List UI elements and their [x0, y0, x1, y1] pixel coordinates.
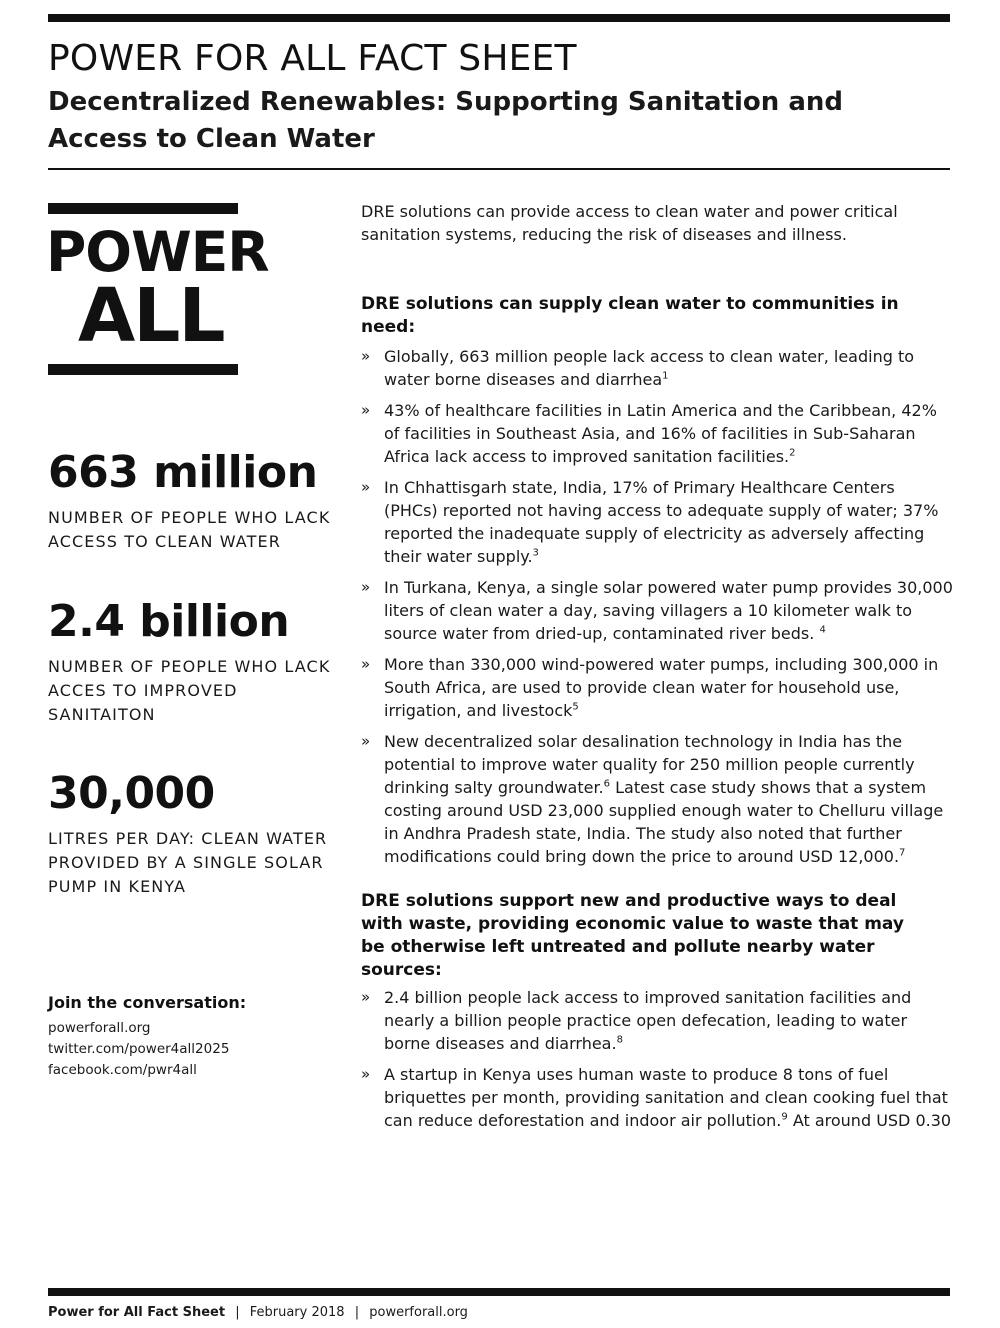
stat-description: LITRES PER DAY: CLEAN WATER PROVIDED BY A SINGLE SOLAR PUMP IN KENYA [48, 829, 328, 896]
chevron-bullet-icon: » [361, 347, 371, 365]
chevron-bullet-icon: » [361, 578, 371, 596]
social-links [48, 992, 328, 1081]
stat-value: 2.4 billion [48, 596, 290, 647]
sheet-title: POWER FOR ALL FACT SHEET [48, 38, 577, 79]
section-heading-waste: DRE solutions support new and productive ways to deal with waste, providing economic value to waste that may be otherwise left untreated and pollute nearby water sources: [361, 891, 904, 980]
section-heading-clean-water: DRE solutions can supply clean water to communities in need: [361, 294, 899, 337]
stat-solar-pump [48, 769, 348, 899]
intro-paragraph: DRE solutions can provide access to clean water and power critical sanitation systems, reducing the risk of diseases and illness. [361, 202, 898, 244]
list-item: » A startup in Kenya uses human waste to produce 8 tons of fuel briquettes per month, providing sanitation and clean cooking fuel that can reduce deforestation and indoor air pollution.$^9$ At around USD 0.30 [361, 1065, 952, 1130]
social-heading: Join the conversation: [48, 993, 247, 1012]
footer [48, 1305, 468, 1320]
footer-separator: | [354, 1305, 360, 1320]
header-rule [48, 168, 950, 170]
stat-value: 30,000 [48, 768, 215, 819]
stat-description: NUMBER OF PEOPLE WHO LACK ACCES TO IMPROVED SANITAITON [48, 657, 331, 724]
chevron-bullet-icon: » [361, 478, 371, 496]
list-item: » New decentralized solar desalination technology in India has the potential to improve water quality for 250 million people currently drinking salty groundwater.$^6$ Latest case study shows that a system costing around USD 23,000 supplied enough water to Chelluru village in Andhra Pradesh state, India. The study also noted that further modifications could bring down the price to around USD 12,000.$^7$ [361, 732, 944, 866]
footer-title: Power for All Fact Sheet [48, 1305, 226, 1320]
stat-clean-water [48, 448, 348, 554]
chevron-bullet-icon: » [361, 988, 371, 1006]
twitter-link[interactable]: twitter.com/power4all2025 [48, 1041, 230, 1057]
list-item: » Globally, 663 million people lack access to clean water, leading to water borne diseases and diarrhea$^1$ [361, 347, 915, 389]
website-link[interactable]: powerforall.org [48, 1020, 151, 1036]
clean-water-bullets [361, 345, 953, 868]
list-item: » 43% of healthcare facilities in Latin America and the Caribbean, 42% of facilities in Southeast Asia, and 16% of facilities in Sub-Saharan Africa lack access to improved sanitation facilities.$^2$ [361, 401, 937, 466]
logo-bottom-bar [48, 364, 238, 375]
chevron-bullet-icon: » [361, 401, 371, 419]
waste-bullets [361, 986, 953, 1132]
footer-date: February 2018 [249, 1305, 345, 1320]
stat-sanitation [48, 597, 348, 727]
main-content [361, 200, 953, 1140]
footer-rule [48, 1288, 950, 1296]
top-rule [48, 14, 950, 22]
logo-top-bar [48, 203, 238, 214]
chevron-bullet-icon: » [361, 732, 371, 750]
logo-power-text: POWER [46, 220, 269, 284]
list-item: » 2.4 billion people lack access to improved sanitation facilities and nearly a billion people practice open defecation, leading to water borne diseases and diarrhea.$^8$ [361, 988, 912, 1053]
facebook-link[interactable]: facebook.com/pwr4all [48, 1062, 197, 1078]
footer-separator: | [235, 1305, 240, 1320]
list-item: » In Chhattisgarh state, India, 17% of Primary Healthcare Centers (PHCs) reported not having access to adequate supply of water; 37% reported the inadequate supply of electricity as adversely affecting their water supply.$^3$ [361, 478, 939, 566]
chevron-bullet-icon: » [361, 1065, 371, 1083]
footer-site: powerforall.org [369, 1305, 468, 1320]
logo-all-text: ALL [78, 273, 224, 359]
list-item: » In Turkana, Kenya, a single solar powered water pump provides 30,000 liters of clean water a day, saving villagers a 10 kilometer walk to source water from dried-up, contaminated river beds. $^4$ [361, 578, 953, 643]
chevron-bullet-icon: » [361, 655, 371, 673]
stat-value: 663 million [48, 447, 318, 498]
sheet-subtitle: Decentralized Renewables: Supporting Sanitation and Access to Clean Water [48, 87, 844, 154]
list-item: » More than 330,000 wind-powered water pumps, including 300,000 in South Africa, are used to provide clean water for household use, irrigation, and livestock$^5$ [361, 655, 939, 720]
stat-description: NUMBER OF PEOPLE WHO LACK ACCESS TO CLEAN WATER [48, 508, 331, 551]
